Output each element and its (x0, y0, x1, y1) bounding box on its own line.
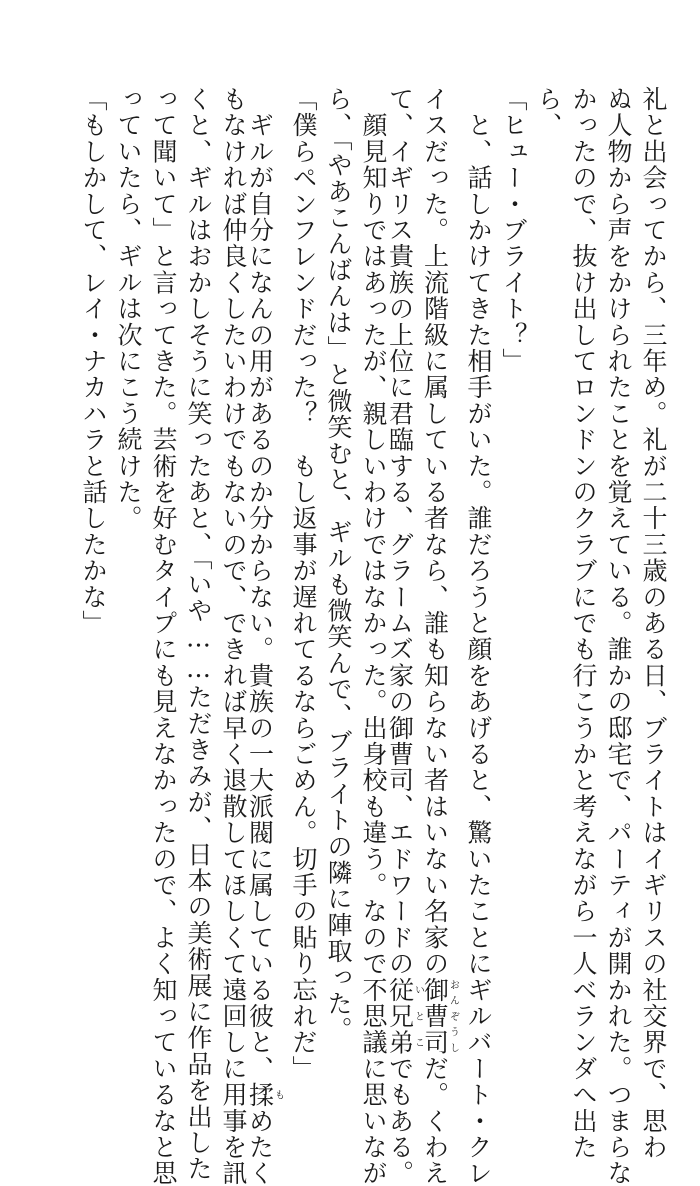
column-text: イスだった。上流階級に属している者なら、誰も知らない者はいない名家の (420, 86, 450, 977)
ruby-base: 御曹司 (420, 976, 450, 1056)
column-text: だ。くわえ (420, 1055, 450, 1186)
column-text: 「僕らペンフレンドだった？ もし返事が遅れてるならごめん。切手の貼り忘れだ」 (289, 86, 318, 1082)
text-column (420, 86, 459, 1186)
column-text: 礼と出会ってから、三年め。礼が二十三歳のある日、ブライトはイギリスの社交界で、思わ (639, 86, 668, 1161)
furigana-reading: おんぞうし (447, 976, 459, 1056)
text-column (463, 86, 493, 1186)
text-column (245, 86, 284, 1186)
column-text: くと、ギルはおかしそうに笑ったあと、「いや……ただきみが、日本の美術展に作品を出した (184, 86, 213, 1182)
text-column (385, 86, 424, 1186)
furigana-reading: も (272, 1081, 284, 1108)
furigana-reading: いとこ (412, 976, 424, 1056)
text-column (183, 86, 213, 1182)
text-column (568, 86, 598, 1160)
text-column (603, 86, 633, 1186)
column-text: 「もしかして、レイ・ナカハラと話したかな」 (79, 86, 108, 637)
ruby-base: 従兄弟 (385, 976, 415, 1056)
text-column (358, 86, 388, 1186)
column-text: て、イギリス貴族の上位に君臨する、グラームズ家の御曹司、エドワードの (385, 86, 415, 977)
text-column (148, 86, 178, 1186)
column-text: ぬ人物から声をかけられたことを覚えている。誰かの邸宅で、パーティが開かれた。つまらな (604, 86, 633, 1186)
column-text: ら、 (534, 86, 563, 139)
column-text: めたく (245, 1107, 275, 1186)
text-column (323, 86, 353, 1043)
column-text: 「ヒュー・ブライト？」 (499, 86, 528, 375)
column-text: っていたら、ギルは次にこう続けた。 (114, 86, 143, 532)
column-text: もなければ仲良くしたいわけでもないので、できれば早く退散してほしくて遠回しに用事を訊 (219, 86, 248, 1186)
text-column (113, 86, 143, 531)
text-column (218, 86, 248, 1186)
column-text: かったので、抜け出してロンドンのクラブにでも行こうかと考えながら一人ベランダへ出た (569, 86, 598, 1161)
dialogue-column (498, 86, 528, 374)
ruby-base: 揉 (245, 1081, 275, 1108)
column-text: ら、「やあこんばんは」と微笑むと、ギルも微笑んで、ブライトの隣に陣取った。 (324, 86, 353, 1043)
column-text: 顔見知りではあったが、親しいわけではなかった。出身校も違う。なので不思議に思いなが (359, 86, 388, 1186)
column-text: ギルが自分になんの用があるのか分からない。貴族の一大派閥に属している彼と、 (245, 86, 275, 1082)
dialogue-column (288, 86, 318, 1082)
column-text: って聞いて」と言ってきた。芸術を好むタイプにも見えなかったので、よく知っているなと思 (149, 86, 178, 1186)
column-text: でもある。 (385, 1055, 415, 1186)
furigana-word (245, 1081, 284, 1108)
text-column (638, 86, 668, 1160)
text-column (533, 86, 563, 138)
dialogue-column (78, 86, 108, 636)
furigana-word (385, 976, 424, 1056)
furigana-word (420, 976, 459, 1056)
column-text: と、話しかけてきた相手がいた。誰だろうと顔をあげると、驚いたことにギルバート・クレ (464, 86, 493, 1186)
